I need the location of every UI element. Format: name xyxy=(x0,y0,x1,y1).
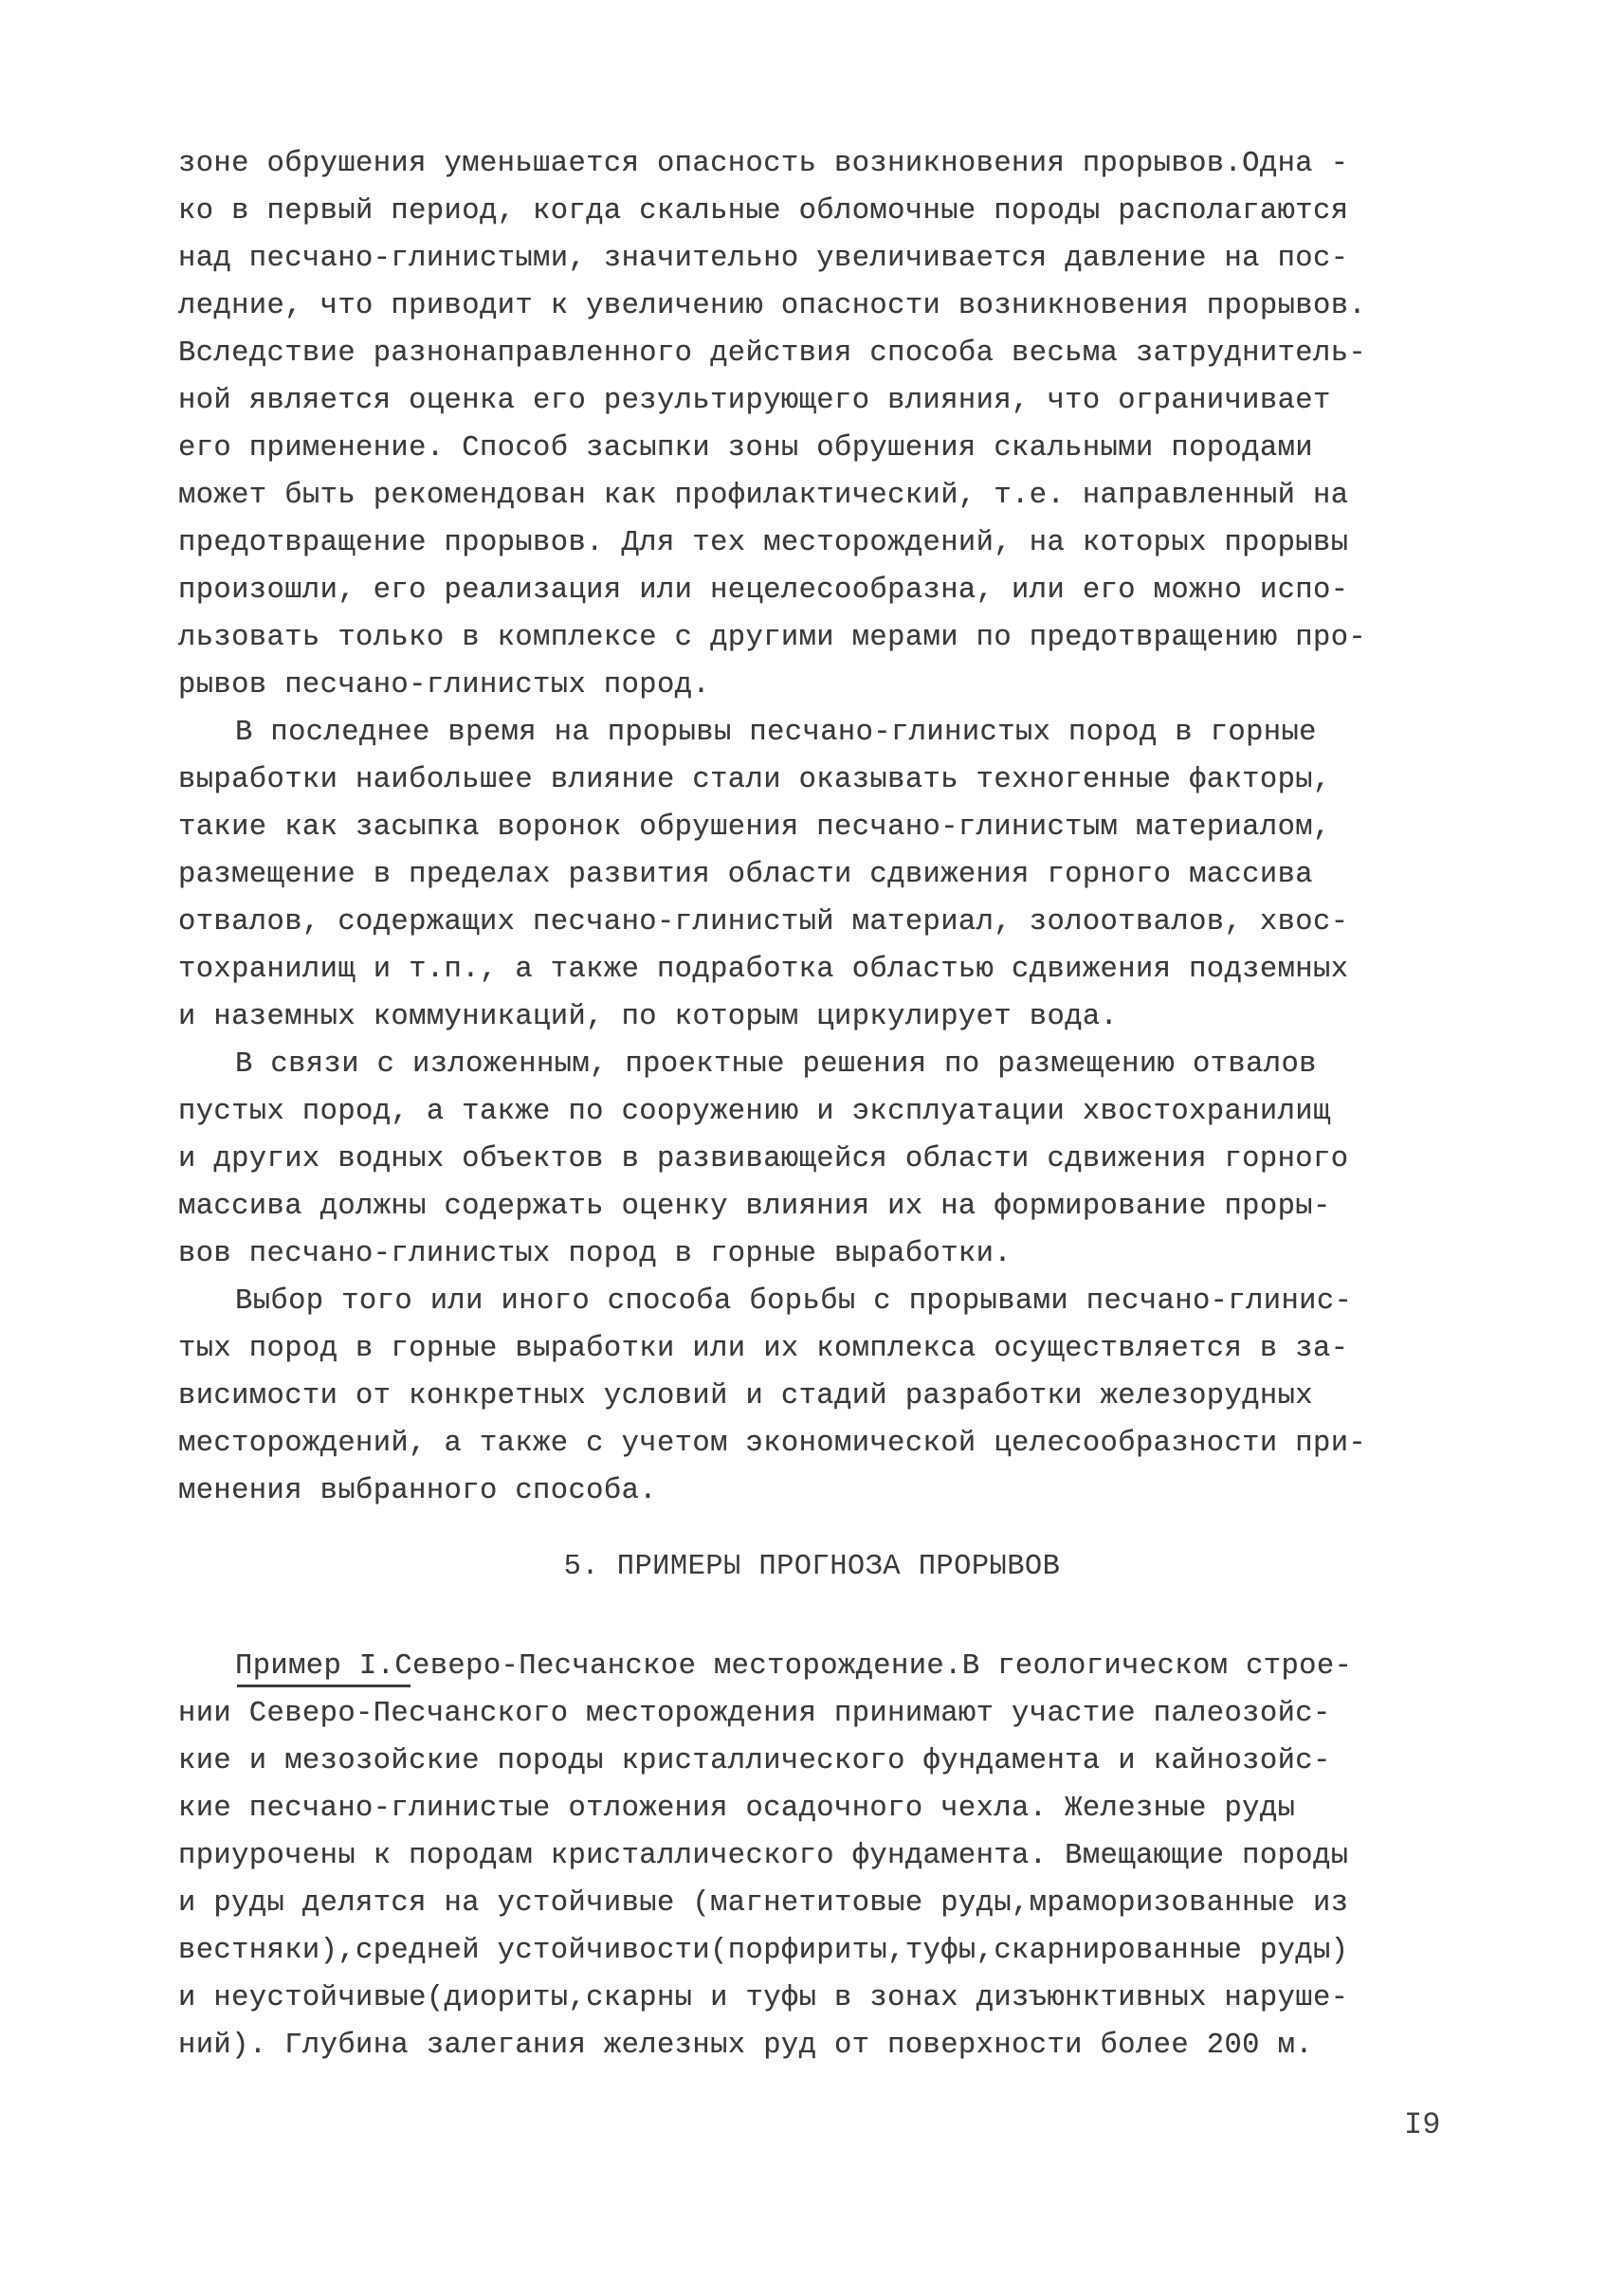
text-line: массива должны содержать оценку влияния их на формирование проры- xyxy=(178,1191,1331,1223)
text-line: тохранилищ и т.п., а также подработка областью сдвижения подземных xyxy=(178,954,1349,986)
text-line: вов песчано-глинистых пород в горные выработки. xyxy=(178,1238,1013,1270)
text-line: пустых пород, а также по сооружению и эксплуатации хвостохранилищ xyxy=(178,1096,1331,1128)
text-line: приурочены к породам кристаллического фундамента. Вмещающие породы xyxy=(178,1840,1349,1872)
text-line: может быть рекомендован как профилактический, т.е. направленный на xyxy=(178,480,1349,512)
text-line: ледние, что приводит к увеличению опасности возникновения прорывов. xyxy=(178,290,1367,322)
section-heading: 5. ПРИМЕРЫ ПРОГНОЗА ПРОРЫВОВ xyxy=(563,1551,1061,1583)
text-line: его применение. Способ засыпки зоны обрушения скальными породами xyxy=(178,432,1313,464)
text-line: тых пород в горные выработки или их комплекса осуществляется в за- xyxy=(178,1333,1349,1365)
text-line: произошли, его реализация или нецелесообразна, или его можно испо- xyxy=(178,574,1349,607)
text-line: В связи с изложенным, проектные решения по размещению отвалов xyxy=(235,1048,1317,1081)
text-line: висимости от конкретных условий и стадий разработки железорудных xyxy=(178,1380,1313,1412)
text-line: Пример I.Северо-Песчанское месторождение.В геологическом строе- xyxy=(235,1650,1353,1683)
text-line: Выбор того или иного способа борьбы с прорывами песчано-глинис- xyxy=(235,1285,1353,1318)
text-line: ний). Глубина залегания железных руд от поверхности более 200 м. xyxy=(178,2030,1313,2062)
text-line: кие песчано-глинистые отложения осадочного чехла. Железные руды xyxy=(178,1793,1296,1825)
text-line: и наземных коммуникаций, по которым циркулирует вода. xyxy=(178,1001,1119,1033)
text-line: и других водных объектов в развивающейся области сдвижения горного xyxy=(178,1143,1349,1175)
text-line: над песчано-глинистыми, значительно увеличивается давление на пос- xyxy=(178,243,1349,275)
text-line: размещение в пределах развития области сдвижения горного массива xyxy=(178,859,1313,891)
text-line: рывов песчано-глинистых пород. xyxy=(178,669,711,701)
text-line: выработки наибольшее влияние стали оказывать техногенные факторы, xyxy=(178,764,1331,796)
text-line: ной является оценка его результирующего влияния, что ограничивает xyxy=(178,385,1331,417)
text-line: ко в первый период, когда скальные обломочные породы располагаются xyxy=(178,195,1349,228)
text-line: отвалов, содержащих песчано-глинистый материал, золоотвалов, хвос- xyxy=(178,906,1349,938)
text-line: менения выбранного способа. xyxy=(178,1475,657,1507)
example-underline xyxy=(237,1685,411,1687)
text-line: предотвращение прорывов. Для тех месторождений, на которых прорывы xyxy=(178,527,1349,559)
text-line: вестняки),средней устойчивости(порфириты,туфы,скарнированные руды) xyxy=(178,1935,1349,1967)
text-line: и руды делятся на устойчивые (магнетитовые руды,мраморизованные из xyxy=(178,1887,1349,1920)
text-line: месторождений, а также с учетом экономической целесообразности при- xyxy=(178,1428,1367,1460)
text-line: зоне обрушения уменьшается опасность возникновения прорывов.Одна - xyxy=(178,148,1349,180)
page-number: I9 xyxy=(1404,2107,1441,2142)
text-line: и неустойчивые(диориты,скарны и туфы в зонах дизъюнктивных наруше- xyxy=(178,1982,1349,2014)
text-line: кие и мезозойские породы кристаллического фундамента и кайнозойс- xyxy=(178,1745,1331,1777)
text-line: нии Северо-Песчанского месторождения принимают участие палеозойс- xyxy=(178,1698,1331,1730)
text-line: льзовать только в комплексе с другими мерами по предотвращению про- xyxy=(178,622,1367,654)
text-line: такие как засыпка воронок обрушения песчано-глинистым материалом, xyxy=(178,811,1331,844)
text-line: В последнее время на прорывы песчано-глинистых пород в горные xyxy=(235,717,1317,749)
text-line: Вследствие разнонаправленного действия способа весьма затруднитель- xyxy=(178,337,1367,370)
